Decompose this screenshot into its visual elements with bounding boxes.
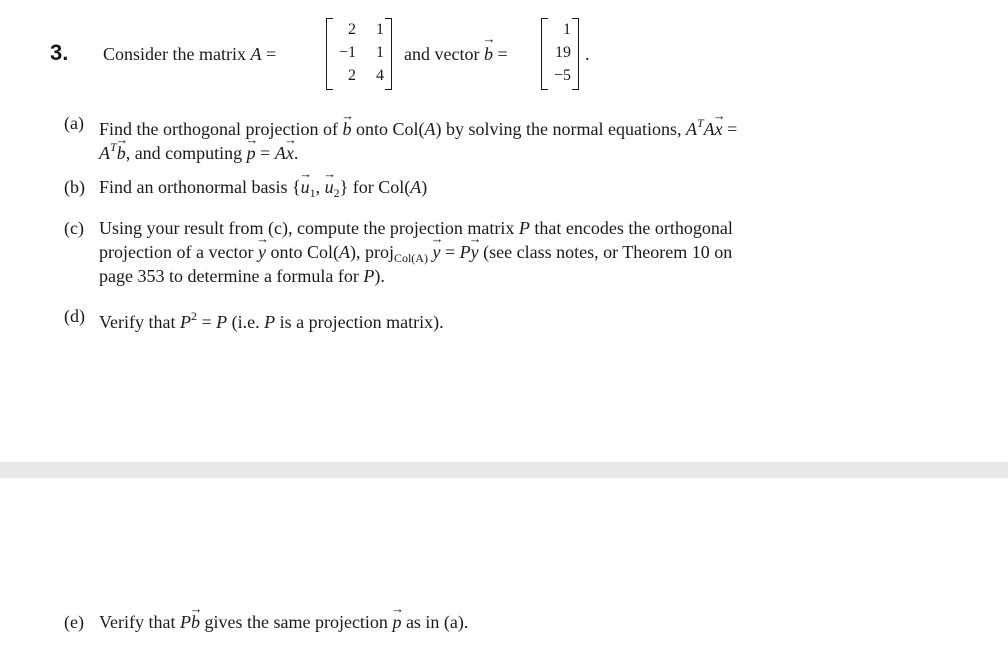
part-label: (e): [64, 612, 84, 632]
part-e-line-1: Verify that P→ b gives the same projection → p as in (a).: [99, 610, 468, 634]
part-a: [64, 111, 738, 163]
part-label: (d): [64, 306, 85, 326]
page-bottom: [0, 478, 1008, 658]
intro-period: .: [585, 44, 590, 64]
part-c-line-2: projection of a vector → y onto Col(A), proj$_{Col(A)}$ → y = P→ y (see class notes, or Theorem 10 on: [99, 240, 732, 270]
part-d-line-1: Verify that $P^2 = P$ (i.e. P is a projection matrix).: [99, 309, 444, 332]
matrix-cell: 2: [348, 21, 356, 38]
part-label: (b): [64, 177, 85, 197]
matrix-cell: 2: [348, 67, 356, 84]
part-label: (c): [64, 218, 84, 238]
problem-number: 3.: [50, 40, 69, 65]
part-a-line-2: $A^T\to b$, and computing → p = A→ x.: [99, 135, 298, 165]
matrix-cell: 1: [376, 44, 384, 61]
vector-intro: and vector → b =: [404, 44, 508, 65]
part-b-line-1: Find an orthonormal basis {→ $u_1$, → $u_2$} for Col(A): [99, 175, 427, 205]
matrix-cell: 4: [376, 67, 384, 84]
vector-cell: −5: [553, 67, 571, 84]
page-separator: [0, 462, 1008, 478]
part-c-line-1: Using your result from (c), compute the projection matrix P that encodes the orthogonal: [99, 218, 733, 238]
matrix-cell: −1: [338, 44, 356, 61]
part-label: (a): [64, 113, 84, 133]
part-c: [64, 216, 733, 286]
part-a-line-1: Find the orthogonal projection of → b onto Col(A) by solving the normal equations, $A^TA\to x$ =: [99, 111, 737, 141]
vector-cell: 19: [555, 44, 571, 61]
vector-cell: 1: [563, 21, 571, 38]
part-c-line-3: page 353 to determine a formula for P).: [99, 266, 385, 286]
problem-intro: Consider the matrix A =: [103, 44, 277, 64]
part-b: [64, 175, 428, 200]
part-d: [64, 304, 444, 332]
vector-b: [541, 18, 579, 90]
part-e: [64, 610, 469, 634]
matrix-cell: 1: [376, 21, 384, 38]
matrix-A: [326, 18, 392, 90]
